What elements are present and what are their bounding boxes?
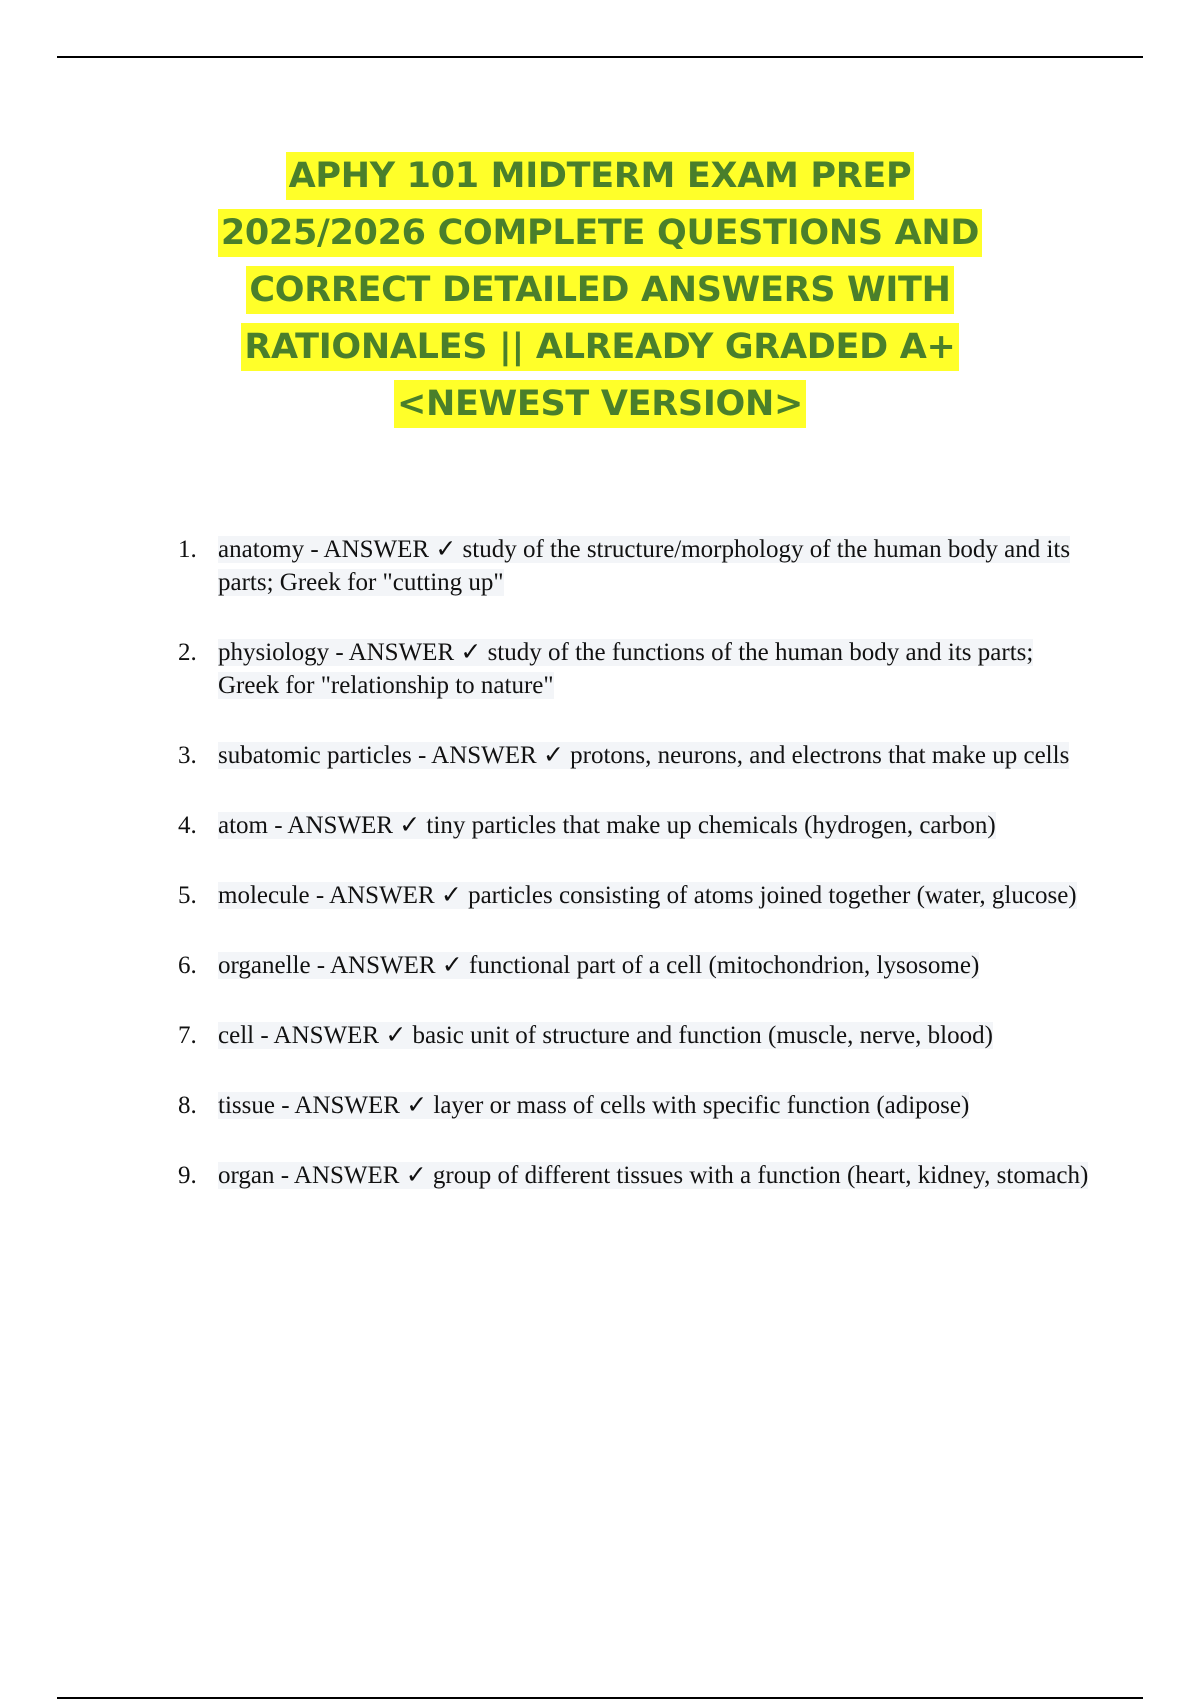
item-number: 7. [178, 1022, 197, 1049]
item-text: tissue - ANSWER ✓ layer or mass of cells with specific function (adipose) [218, 1092, 970, 1119]
list-item [178, 739, 1108, 772]
item-number: 4. [178, 812, 197, 839]
item-text: physiology - ANSWER ✓ study of the functions of the human body and its parts; Greek for "relationship to nature" [218, 639, 1034, 699]
item-text: subatomic particles - ANSWER ✓ protons, neurons, and electrons that make up cells [218, 742, 1070, 769]
list-item [178, 879, 1108, 912]
item-number: 3. [178, 742, 197, 769]
item-number: 8. [178, 1092, 197, 1119]
title-line-5: <NEWEST VERSION> [394, 380, 806, 428]
item-text: organ - ANSWER ✓ group of different tissues with a function (heart, kidney, stomach) [218, 1162, 1089, 1189]
item-text-wrap [218, 1089, 1108, 1122]
item-text-wrap [218, 1159, 1108, 1192]
item-number: 6. [178, 952, 197, 979]
top-rule [57, 56, 1143, 58]
bottom-rule [57, 1697, 1143, 1699]
list-item [178, 949, 1108, 982]
list-item [178, 1159, 1108, 1192]
item-number: 2. [178, 639, 197, 666]
item-text-wrap [218, 809, 1108, 842]
title-line-2: 2025/2026 COMPLETE QUESTIONS AND [218, 209, 982, 257]
item-number: 1. [178, 536, 197, 563]
list-item [178, 809, 1108, 842]
title-line-3: CORRECT DETAILED ANSWERS WITH [246, 266, 953, 314]
list-item [178, 1019, 1108, 1052]
item-text-wrap [218, 879, 1108, 912]
item-text: cell - ANSWER ✓ basic unit of structure and function (muscle, nerve, blood) [218, 1022, 993, 1049]
item-text: molecule - ANSWER ✓ particles consisting of atoms joined together (water, glucose) [218, 882, 1077, 909]
document-title [150, 148, 1050, 433]
item-number: 9. [178, 1162, 197, 1189]
question-answer-list [178, 533, 1108, 1229]
list-item [178, 1089, 1108, 1122]
list-item [178, 533, 1108, 599]
item-text-wrap [218, 533, 1108, 599]
item-text: organelle - ANSWER ✓ functional part of a cell (mitochondrion, lysosome) [218, 952, 980, 979]
title-line-1: APHY 101 MIDTERM EXAM PREP [286, 152, 915, 200]
item-text-wrap [218, 739, 1108, 772]
item-text-wrap [218, 949, 1108, 982]
item-text-wrap [218, 1019, 1108, 1052]
item-text: atom - ANSWER ✓ tiny particles that make up chemicals (hydrogen, carbon) [218, 812, 996, 839]
title-line-4: RATIONALES || ALREADY GRADED A+ [241, 323, 958, 371]
list-item [178, 636, 1108, 702]
item-text-wrap [218, 636, 1108, 702]
item-text: anatomy - ANSWER ✓ study of the structure/morphology of the human body and its parts; Greek for "cutting up" [218, 536, 1071, 596]
item-number: 5. [178, 882, 197, 909]
